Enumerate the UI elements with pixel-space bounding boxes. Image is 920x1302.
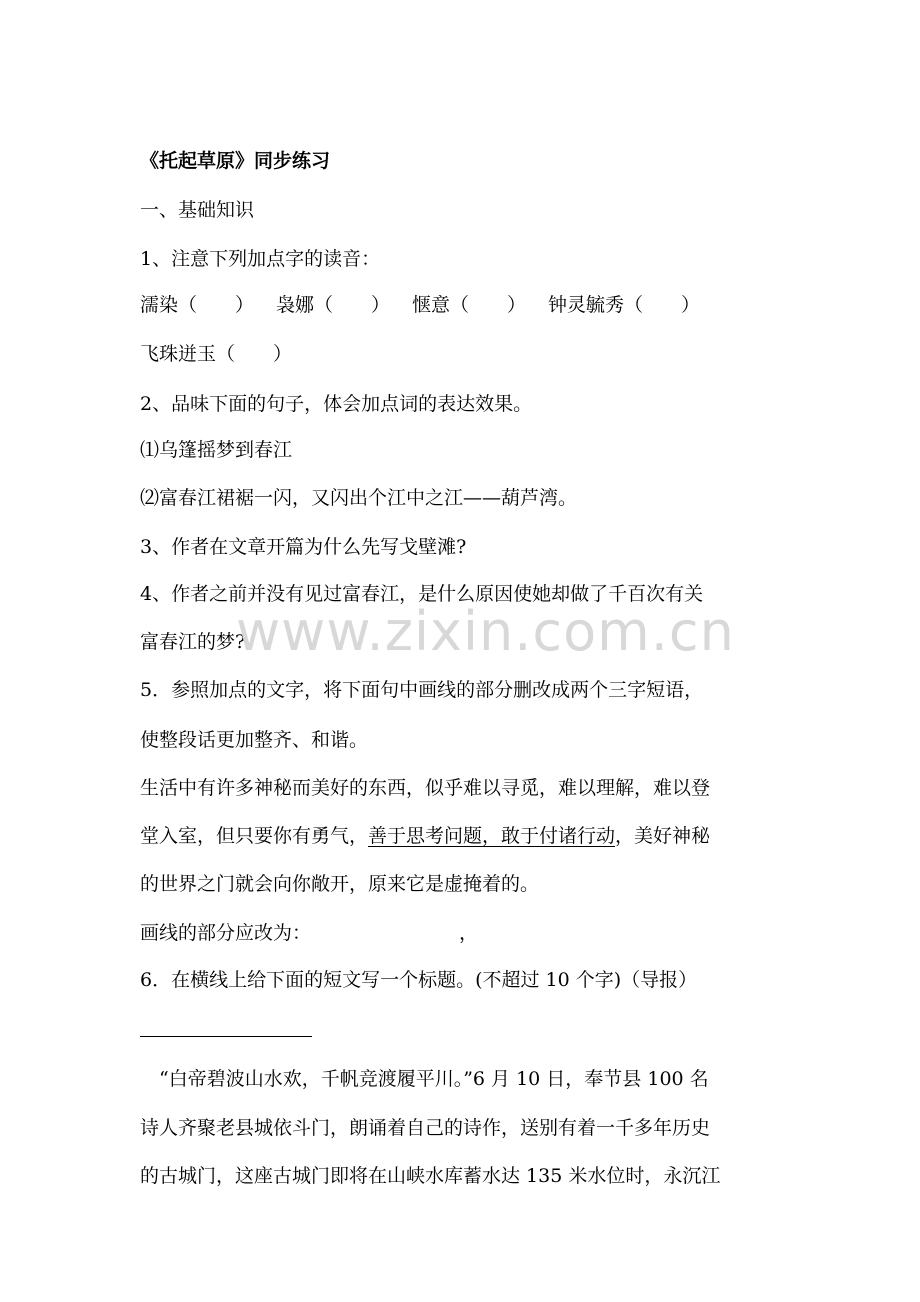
question-2-sentence-1: ⑴乌篷摇梦到春江 (140, 439, 293, 461)
question-5-answer-row (140, 920, 478, 946)
paragraph-text: ，美好神秘 (615, 825, 711, 847)
passage-text: “白帝碧波山水欢，千帆竞渡履平川。”6 月 10 日，奉节县 100 名 (159, 1068, 709, 1090)
q1-item: 袅娜（ ） (276, 294, 391, 316)
passage-line-2: 诗人齐聚老县城依斗门，朗诵着自己的诗作，送别有着一千多年历史 (140, 1117, 711, 1139)
answer-separator: ， (459, 922, 479, 944)
passage-line-1 (140, 1066, 709, 1092)
question-5-paragraph-line-3: 的世界之门就会向你敞开，原来它是虚掩着的。 (140, 873, 540, 895)
section-heading: 一、基础知识 (140, 199, 255, 221)
question-6-prompt: 6．在横线上给下面的短文写一个标题。(不超过 10 个字)（导报） (140, 969, 698, 991)
q1-item: 濡染（ ） (140, 294, 255, 316)
question-2-sentence-2: ⑵富春江裙裾一闪，又闪出个江中之江——葫芦湾。 (140, 487, 578, 509)
title-answer-line[interactable] (140, 1036, 312, 1037)
question-5-line-1: 5．参照加点的文字，将下面句中画线的部分删改成两个三字短语， (140, 679, 704, 701)
question-3: 3、作者在文章开篇为什么先写戈壁滩? (140, 536, 467, 558)
paragraph-text: 堂入室，但只要你有勇气， (140, 825, 369, 847)
question-5-paragraph-line-2 (140, 823, 710, 849)
underlined-phrase: 善于思考问题，敢于付诸行动 (368, 825, 616, 847)
question-4-line-2: 富春江的梦? (140, 631, 246, 653)
question-4-line-1: 4、作者之前并没有见过富春江，是什么原因使她却做了千百次有关 (140, 583, 704, 605)
question-5-line-2: 使整段话更加整齐、和谐。 (140, 729, 369, 751)
question-1-prompt: 1、注意下列加点字的读音： (140, 248, 381, 270)
question-2-prompt: 2、品味下面的句子，体会加点词的表达效果。 (140, 393, 533, 415)
question-5-paragraph-line-1: 生活中有许多神秘而美好的东西，似乎难以寻觅，难以理解，难以登 (140, 777, 711, 799)
answer-label: 画线的部分应改为： (140, 922, 312, 944)
q1-item: 惬意（ ） (412, 294, 527, 316)
page-title: 《托起草原》同步练习 (140, 150, 331, 172)
q1-item: 飞珠迸玉（ ） (140, 343, 293, 365)
question-1-items-row (140, 292, 700, 318)
watermark: www.zixin.com.cn (236, 600, 735, 663)
passage-line-3: 的古城门，这座古城门即将在山峡水库蓄水达 135 米水位时，永沉江 (140, 1165, 721, 1187)
q1-item: 钟灵毓秀（ ） (548, 294, 701, 316)
